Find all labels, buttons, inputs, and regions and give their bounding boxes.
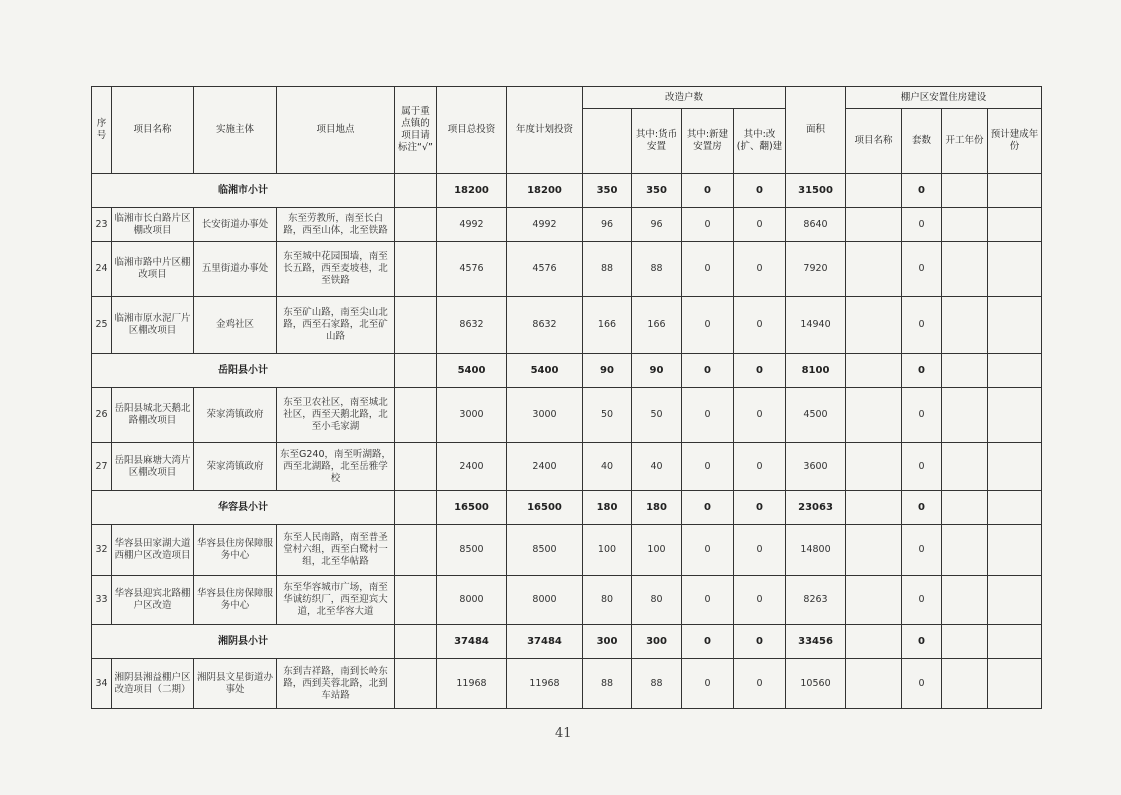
completion-year xyxy=(988,174,1042,208)
total-investment: 11968 xyxy=(437,659,507,709)
header-new-housing: 其中:新建安置房 xyxy=(682,109,734,174)
total-investment: 4576 xyxy=(437,242,507,297)
header-housing-group: 棚户区安置住房建设 xyxy=(846,87,1042,109)
key-town-cell xyxy=(395,354,437,388)
subtotal-row xyxy=(92,491,1042,525)
households: 350 xyxy=(583,174,632,208)
new-housing: 0 xyxy=(682,174,734,208)
completion-year xyxy=(988,525,1042,576)
area: 31500 xyxy=(786,174,846,208)
monetary: 350 xyxy=(632,174,682,208)
header-households-blank xyxy=(583,109,632,174)
monetary: 100 xyxy=(632,525,682,576)
new-housing: 0 xyxy=(682,354,734,388)
start-year xyxy=(942,242,988,297)
header-key-town: 属于重点镇的项目请标注“√” xyxy=(395,87,437,174)
header-units: 套数 xyxy=(902,109,942,174)
rebuild: 0 xyxy=(734,388,786,443)
row-index: 26 xyxy=(92,388,112,443)
households: 96 xyxy=(583,208,632,242)
total-investment: 37484 xyxy=(437,625,507,659)
new-housing: 0 xyxy=(682,491,734,525)
header-start-year: 开工年份 xyxy=(942,109,988,174)
area: 23063 xyxy=(786,491,846,525)
key-town-cell xyxy=(395,388,437,443)
monetary: 50 xyxy=(632,388,682,443)
households: 80 xyxy=(583,576,632,625)
header-monetary: 其中:货币安置 xyxy=(632,109,682,174)
key-town-cell xyxy=(395,208,437,242)
start-year xyxy=(942,174,988,208)
project-name: 临湘市长白路片区棚改项目 xyxy=(112,208,194,242)
new-housing: 0 xyxy=(682,297,734,354)
key-town-cell xyxy=(395,491,437,525)
annual-investment: 8500 xyxy=(507,525,583,576)
monetary: 96 xyxy=(632,208,682,242)
total-investment: 8000 xyxy=(437,576,507,625)
page-number: 41 xyxy=(555,726,572,741)
new-housing: 0 xyxy=(682,388,734,443)
units: 0 xyxy=(902,174,942,208)
total-investment: 2400 xyxy=(437,443,507,491)
row-index: 27 xyxy=(92,443,112,491)
location: 东到吉祥路，南到长岭东路，西到芙蓉北路，北到车站路 xyxy=(277,659,395,709)
rebuild: 0 xyxy=(734,525,786,576)
subtotal-row xyxy=(92,174,1042,208)
completion-year xyxy=(988,625,1042,659)
project-name: 华容县迎宾北路棚户区改造 xyxy=(112,576,194,625)
units: 0 xyxy=(902,388,942,443)
header-housing-project-name: 项目名称 xyxy=(846,109,902,174)
start-year xyxy=(942,208,988,242)
housing-renovation-table xyxy=(91,86,1042,709)
start-year xyxy=(942,659,988,709)
header-location: 项目地点 xyxy=(277,87,395,174)
annual-investment: 4576 xyxy=(507,242,583,297)
table-row xyxy=(92,208,1042,242)
households: 88 xyxy=(583,659,632,709)
rebuild: 0 xyxy=(734,354,786,388)
location: 东至华容城市广场，南至华诚纺织厂，西至迎宾大道，北至华容大道 xyxy=(277,576,395,625)
table-row xyxy=(92,576,1042,625)
header-annual-investment: 年度计划投资 xyxy=(507,87,583,174)
implementer: 长安街道办事处 xyxy=(194,208,277,242)
housing-project-name xyxy=(846,659,902,709)
row-index: 34 xyxy=(92,659,112,709)
monetary: 300 xyxy=(632,625,682,659)
area: 14800 xyxy=(786,525,846,576)
location: 东至G240，南至听湖路，西至北湖路，北至岳雅学校 xyxy=(277,443,395,491)
households: 300 xyxy=(583,625,632,659)
project-name: 临湘市原水泥厂片区棚改项目 xyxy=(112,297,194,354)
key-town-cell xyxy=(395,659,437,709)
rebuild: 0 xyxy=(734,659,786,709)
monetary: 90 xyxy=(632,354,682,388)
monetary: 166 xyxy=(632,297,682,354)
households: 40 xyxy=(583,443,632,491)
households: 166 xyxy=(583,297,632,354)
completion-year xyxy=(988,297,1042,354)
subtotal-label: 湘阴县小计 xyxy=(92,625,395,659)
start-year xyxy=(942,491,988,525)
housing-project-name xyxy=(846,208,902,242)
subtotal-row xyxy=(92,354,1042,388)
monetary: 180 xyxy=(632,491,682,525)
new-housing: 0 xyxy=(682,242,734,297)
completion-year xyxy=(988,388,1042,443)
key-town-cell xyxy=(395,174,437,208)
key-town-cell xyxy=(395,443,437,491)
households: 90 xyxy=(583,354,632,388)
location: 东至城中花园围墙，南至长五路，西至麦坡巷，北至铁路 xyxy=(277,242,395,297)
completion-year xyxy=(988,242,1042,297)
rebuild: 0 xyxy=(734,174,786,208)
location: 东至矿山路，南至尖山北路，西至石家路，北至矿山路 xyxy=(277,297,395,354)
row-index: 25 xyxy=(92,297,112,354)
implementer: 五里街道办事处 xyxy=(194,242,277,297)
start-year xyxy=(942,354,988,388)
area: 8263 xyxy=(786,576,846,625)
header-implementer: 实施主体 xyxy=(194,87,277,174)
implementer: 金鸡社区 xyxy=(194,297,277,354)
total-investment: 3000 xyxy=(437,388,507,443)
annual-investment: 8632 xyxy=(507,297,583,354)
completion-year xyxy=(988,208,1042,242)
new-housing: 0 xyxy=(682,659,734,709)
table-row xyxy=(92,242,1042,297)
housing-project-name xyxy=(846,242,902,297)
project-name: 临湘市路中片区棚改项目 xyxy=(112,242,194,297)
start-year xyxy=(942,443,988,491)
annual-investment: 8000 xyxy=(507,576,583,625)
total-investment: 18200 xyxy=(437,174,507,208)
monetary: 80 xyxy=(632,576,682,625)
start-year xyxy=(942,625,988,659)
subtotal-row xyxy=(92,625,1042,659)
units: 0 xyxy=(902,443,942,491)
table-row xyxy=(92,388,1042,443)
location: 东至卫农社区，南至城北社区，西至天鹅北路，北至小毛家湖 xyxy=(277,388,395,443)
housing-project-name xyxy=(846,625,902,659)
rebuild: 0 xyxy=(734,491,786,525)
rebuild: 0 xyxy=(734,242,786,297)
total-investment: 8632 xyxy=(437,297,507,354)
households: 50 xyxy=(583,388,632,443)
housing-project-name xyxy=(846,491,902,525)
households: 100 xyxy=(583,525,632,576)
subtotal-label: 华容县小计 xyxy=(92,491,395,525)
header-renovation-households: 改造户数 xyxy=(583,87,786,109)
units: 0 xyxy=(902,659,942,709)
table-row xyxy=(92,443,1042,491)
annual-investment: 5400 xyxy=(507,354,583,388)
project-name: 岳阳县麻塘大湾片区棚改项目 xyxy=(112,443,194,491)
units: 0 xyxy=(902,525,942,576)
table-row xyxy=(92,659,1042,709)
area: 4500 xyxy=(786,388,846,443)
key-town-cell xyxy=(395,525,437,576)
housing-project-name xyxy=(846,388,902,443)
area: 14940 xyxy=(786,297,846,354)
project-name: 湘阴县湘益棚户区改造项目（二期） xyxy=(112,659,194,709)
rebuild: 0 xyxy=(734,625,786,659)
annual-investment: 2400 xyxy=(507,443,583,491)
table-row xyxy=(92,525,1042,576)
key-town-cell xyxy=(395,242,437,297)
implementer: 荣家湾镇政府 xyxy=(194,388,277,443)
units: 0 xyxy=(902,208,942,242)
annual-investment: 4992 xyxy=(507,208,583,242)
annual-investment: 11968 xyxy=(507,659,583,709)
area: 33456 xyxy=(786,625,846,659)
completion-year xyxy=(988,354,1042,388)
implementer: 湘阴县文星街道办事处 xyxy=(194,659,277,709)
subtotal-label: 临湘市小计 xyxy=(92,174,395,208)
new-housing: 0 xyxy=(682,576,734,625)
implementer: 华容县住房保障服务中心 xyxy=(194,525,277,576)
completion-year xyxy=(988,443,1042,491)
location: 东至人民南路，南至普圣堂村六组，西至白鹭村一组，北至华帖路 xyxy=(277,525,395,576)
header-completion-year: 预计建成年份 xyxy=(988,109,1042,174)
header-rebuild: 其中:改(扩、翻)建 xyxy=(734,109,786,174)
annual-investment: 37484 xyxy=(507,625,583,659)
monetary: 40 xyxy=(632,443,682,491)
start-year xyxy=(942,297,988,354)
document-sheet xyxy=(91,86,1041,709)
completion-year xyxy=(988,491,1042,525)
housing-project-name xyxy=(846,576,902,625)
completion-year xyxy=(988,659,1042,709)
units: 0 xyxy=(902,297,942,354)
key-town-cell xyxy=(395,625,437,659)
header-index: 序号 xyxy=(92,87,112,174)
households: 180 xyxy=(583,491,632,525)
row-index: 33 xyxy=(92,576,112,625)
header-project-name: 项目名称 xyxy=(112,87,194,174)
housing-project-name xyxy=(846,354,902,388)
row-index: 24 xyxy=(92,242,112,297)
total-investment: 16500 xyxy=(437,491,507,525)
new-housing: 0 xyxy=(682,443,734,491)
row-index: 23 xyxy=(92,208,112,242)
total-investment: 8500 xyxy=(437,525,507,576)
row-index: 32 xyxy=(92,525,112,576)
annual-investment: 3000 xyxy=(507,388,583,443)
header-area: 面积 xyxy=(786,87,846,174)
key-town-cell xyxy=(395,297,437,354)
new-housing: 0 xyxy=(682,525,734,576)
total-investment: 4992 xyxy=(437,208,507,242)
units: 0 xyxy=(902,354,942,388)
households: 88 xyxy=(583,242,632,297)
rebuild: 0 xyxy=(734,297,786,354)
new-housing: 0 xyxy=(682,625,734,659)
housing-project-name xyxy=(846,174,902,208)
implementer: 华容县住房保障服务中心 xyxy=(194,576,277,625)
rebuild: 0 xyxy=(734,576,786,625)
units: 0 xyxy=(902,576,942,625)
subtotal-label: 岳阳县小计 xyxy=(92,354,395,388)
area: 10560 xyxy=(786,659,846,709)
annual-investment: 18200 xyxy=(507,174,583,208)
rebuild: 0 xyxy=(734,208,786,242)
new-housing: 0 xyxy=(682,208,734,242)
area: 3600 xyxy=(786,443,846,491)
units: 0 xyxy=(902,625,942,659)
project-name: 华容县田家湖大道西棚户区改造项目 xyxy=(112,525,194,576)
units: 0 xyxy=(902,491,942,525)
total-investment: 5400 xyxy=(437,354,507,388)
table-row xyxy=(92,297,1042,354)
start-year xyxy=(942,388,988,443)
location: 东至劳教所，南至长白路，西至山体，北至铁路 xyxy=(277,208,395,242)
units: 0 xyxy=(902,242,942,297)
key-town-cell xyxy=(395,576,437,625)
header-total-investment: 项目总投资 xyxy=(437,87,507,174)
start-year xyxy=(942,525,988,576)
housing-project-name xyxy=(846,443,902,491)
project-name: 岳阳县城北天鹅北路棚改项目 xyxy=(112,388,194,443)
rebuild: 0 xyxy=(734,443,786,491)
start-year xyxy=(942,576,988,625)
completion-year xyxy=(988,576,1042,625)
housing-project-name xyxy=(846,525,902,576)
monetary: 88 xyxy=(632,242,682,297)
area: 7920 xyxy=(786,242,846,297)
area: 8640 xyxy=(786,208,846,242)
implementer: 荣家湾镇政府 xyxy=(194,443,277,491)
housing-project-name xyxy=(846,297,902,354)
annual-investment: 16500 xyxy=(507,491,583,525)
area: 8100 xyxy=(786,354,846,388)
monetary: 88 xyxy=(632,659,682,709)
